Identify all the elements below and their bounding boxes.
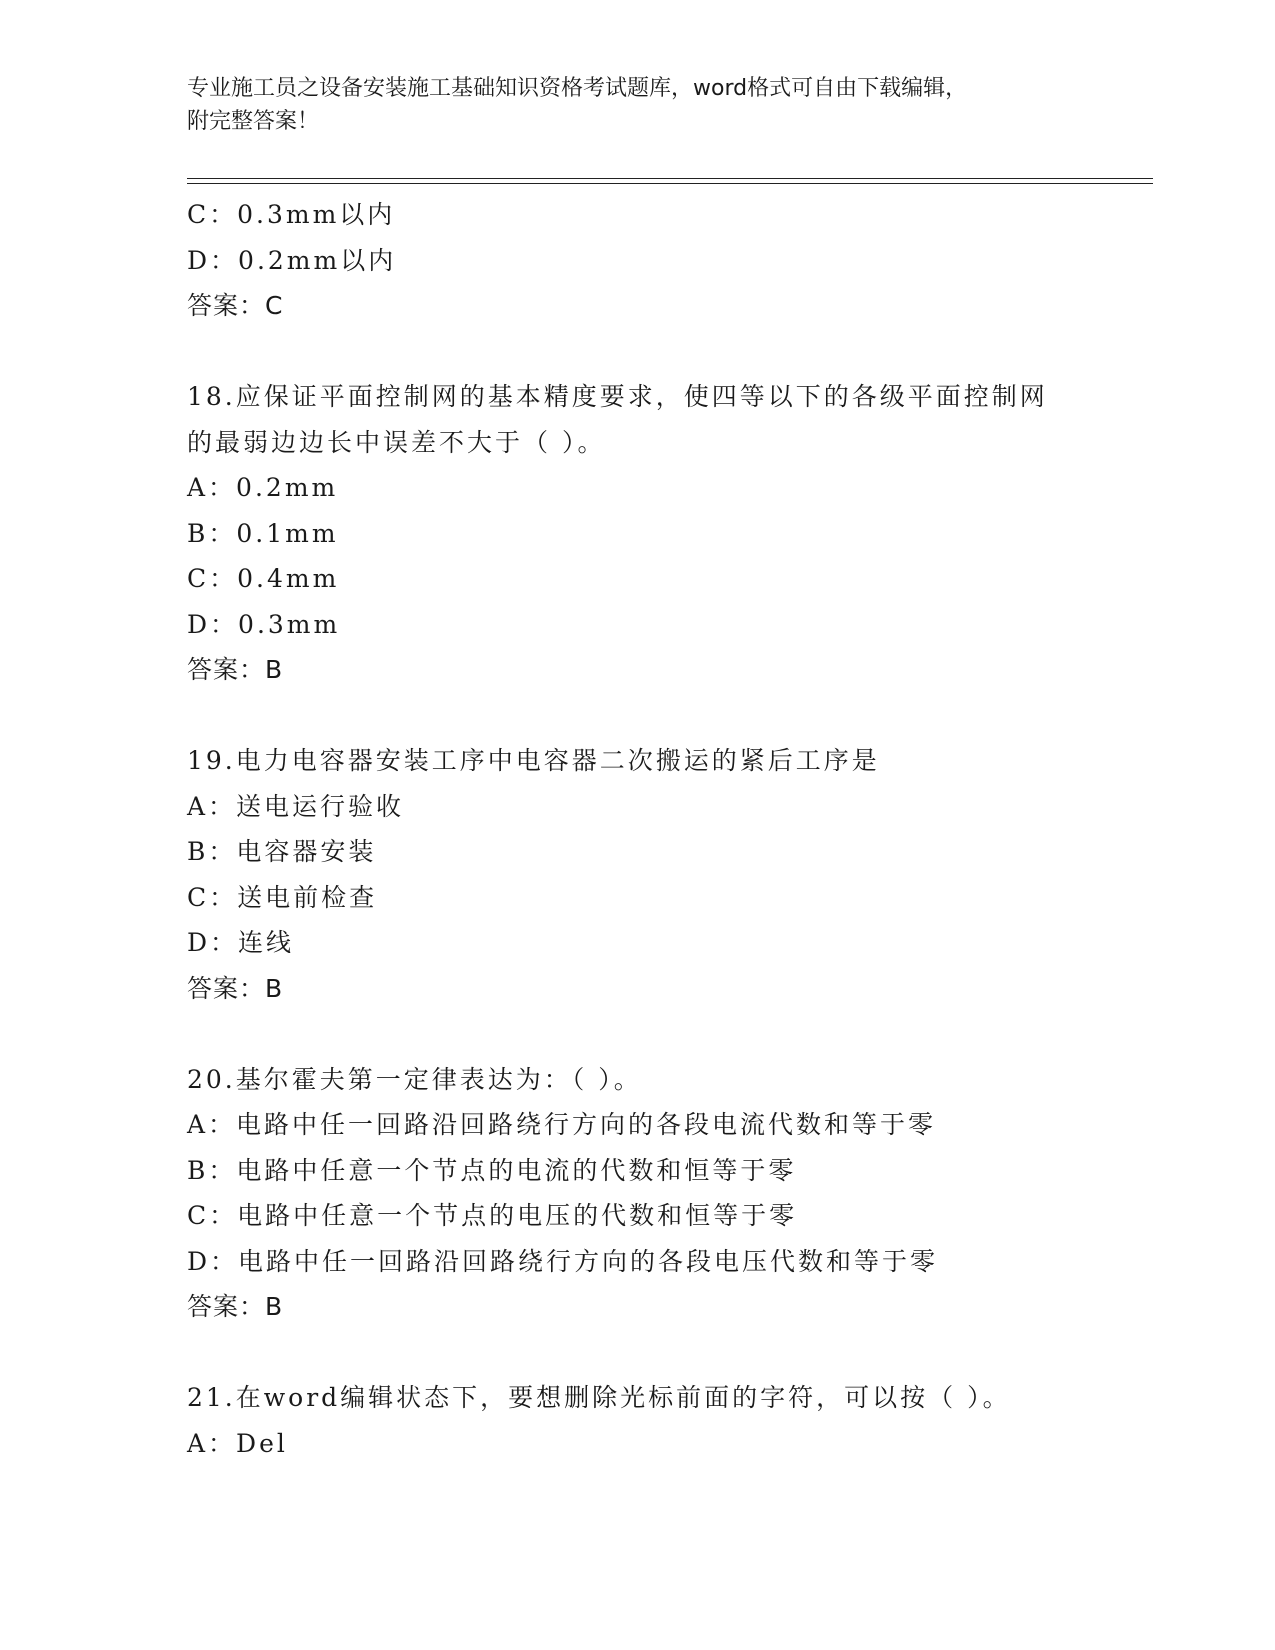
question-stem: 的最弱边边长中误差不大于（ ）。 — [187, 427, 606, 457]
option-a: A：0.2mm — [187, 473, 339, 502]
question-20 — [187, 1057, 1147, 1330]
question-19 — [187, 738, 1147, 1011]
answer: 答案：B — [187, 1292, 284, 1321]
option-c: C：0.3mm以内 — [187, 200, 396, 229]
option-a: A：电路中任一回路沿回路绕行方向的各段电流代数和等于零 — [187, 1110, 937, 1139]
document-header — [187, 72, 1087, 138]
option-b: B：电容器安装 — [187, 837, 377, 866]
answer: 答案：B — [187, 655, 284, 684]
header-line-1: 专业施工员之设备安装施工基础知识资格考试题库，word格式可自由下载编辑， — [187, 76, 968, 101]
answer: 答案：B — [187, 973, 284, 1003]
option-d: D：连线 — [187, 928, 295, 957]
option-d: D：电路中任一回路沿回路绕行方向的各段电压代数和等于零 — [187, 1246, 939, 1276]
question-stem: 19.电力电容器安装工序中电容器二次搬运的紧后工序是 — [187, 746, 880, 775]
option-c: C：0.4mm — [187, 564, 340, 593]
option-c: C：电路中任意一个节点的电压的代数和恒等于零 — [187, 1201, 798, 1230]
header-divider-bottom — [187, 183, 1153, 184]
question-17-tail — [187, 192, 1147, 329]
question-stem: 18.应保证平面控制网的基本精度要求，使四等以下的各级平面控制网 — [187, 382, 1048, 411]
question-18 — [187, 374, 1147, 693]
question-21 — [187, 1375, 1147, 1466]
answer: 答案：C — [187, 291, 284, 320]
header-divider-top — [187, 178, 1153, 179]
option-a: A：Del — [187, 1428, 288, 1458]
option-d: D：0.3mm — [187, 609, 341, 639]
option-c: C：送电前检查 — [187, 882, 378, 912]
option-d: D：0.2mm以内 — [187, 245, 397, 275]
question-stem: 21.在word编辑状态下，要想删除光标前面的字符，可以按（ ）。 — [187, 1383, 1011, 1412]
option-b: B：电路中任意一个节点的电流的代数和恒等于零 — [187, 1155, 797, 1185]
header-line-2: 附完整答案！ — [187, 109, 320, 134]
question-list — [187, 192, 1147, 1466]
option-b: B：0.1mm — [187, 518, 339, 548]
question-stem: 20.基尔霍夫第一定律表达为：（ ）。 — [187, 1064, 642, 1094]
option-a: A：送电运行验收 — [187, 791, 405, 821]
